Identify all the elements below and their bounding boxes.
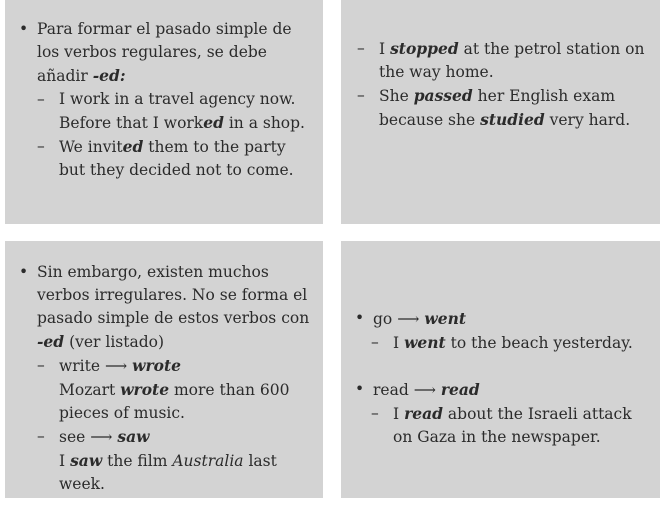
example-text: I [379, 40, 391, 58]
panel-irregular-verbs [5, 241, 323, 498]
example-line [355, 37, 652, 84]
bullet-item [19, 18, 313, 88]
dash-icon: – [37, 427, 45, 445]
example-text: her English exam because she [379, 87, 616, 129]
example-text: I [393, 334, 405, 352]
example-text: I work in a travel agency now. Before that I work [59, 90, 296, 132]
example-text: about the Israeli attack on Gaza in the newspaper. [393, 405, 632, 446]
dash-icon: – [37, 90, 45, 108]
verb-past: wrote [132, 356, 182, 375]
panel-irregular-examples [341, 241, 660, 498]
bullet-icon: • [19, 20, 29, 38]
verb-past: went [424, 309, 466, 328]
bullet-icon: • [19, 263, 29, 281]
arrow-icon: ⟶ [90, 428, 113, 446]
example-text: I [393, 405, 405, 423]
verb-past: saw [117, 427, 150, 446]
example-emphasis: went [404, 333, 446, 352]
panel-regular-examples [341, 0, 660, 224]
verb-line [19, 425, 313, 449]
dash-icon: – [37, 137, 45, 155]
example-emphasis: passed [413, 86, 473, 105]
example-text: We invit [59, 138, 123, 156]
example-text: very hard. [544, 111, 631, 129]
example-text: She [379, 87, 414, 105]
example-line [19, 88, 313, 135]
verb-base: see [59, 428, 91, 446]
example-line [19, 449, 313, 496]
example-text: to the beach yesterday. [445, 334, 633, 352]
bullet-text: Sin embargo, existen muchos verbos irregulares. No se forma el pasado simple de estos verbos con [37, 263, 310, 327]
example-text: in a shop. [223, 114, 305, 132]
example-text: them to the party but they decided not to come. [59, 138, 294, 179]
example-line [355, 402, 652, 449]
dash-icon: – [37, 356, 45, 374]
bullet-icon: • [355, 309, 365, 327]
dash-icon: – [357, 39, 365, 57]
example-emphasis: wrote [120, 380, 170, 399]
example-emphasis: ed [122, 137, 144, 156]
bullet-icon: • [355, 380, 365, 398]
arrow-icon: ⟶ [104, 357, 128, 375]
bullet-text: Para formar el pasado simple de los verbos regulares, se debe añadir [37, 20, 292, 85]
film-title: Australia [172, 452, 244, 470]
verb-past: read [440, 380, 480, 399]
example-emphasis: studied [480, 110, 545, 129]
arrow-icon: ⟶ [413, 381, 436, 399]
example-text: last week. [59, 452, 277, 493]
example-line [355, 84, 652, 132]
verb-base: read [373, 381, 414, 399]
suffix-ed: -ed: [92, 66, 126, 85]
example-emphasis: ed [203, 113, 224, 132]
dash-icon: – [371, 333, 379, 351]
example-emphasis: saw [70, 451, 103, 470]
example-text: at the petrol station on the way home. [379, 40, 645, 81]
example-emphasis: stopped [390, 39, 459, 58]
example-text: Mozart [59, 381, 121, 399]
verb-base: go [373, 310, 398, 328]
example-line [19, 135, 313, 182]
example-text: more than 600 pieces of music. [59, 381, 290, 422]
verb-item [355, 378, 652, 402]
bullet-text: (ver listado) [64, 333, 165, 351]
suffix-ed: -ed [37, 332, 65, 351]
arrow-icon: ⟶ [397, 310, 420, 328]
example-emphasis: read [404, 404, 443, 423]
example-text: I [59, 452, 71, 470]
verb-item [355, 307, 652, 331]
panel-regular-verbs [5, 0, 323, 224]
dash-icon: – [371, 404, 379, 422]
bullet-item [19, 261, 313, 354]
verb-base: write [59, 357, 105, 375]
example-line [355, 331, 652, 355]
example-line [19, 378, 313, 425]
example-text: the film [102, 452, 173, 470]
dash-icon: – [357, 86, 365, 104]
verb-line [19, 354, 313, 378]
